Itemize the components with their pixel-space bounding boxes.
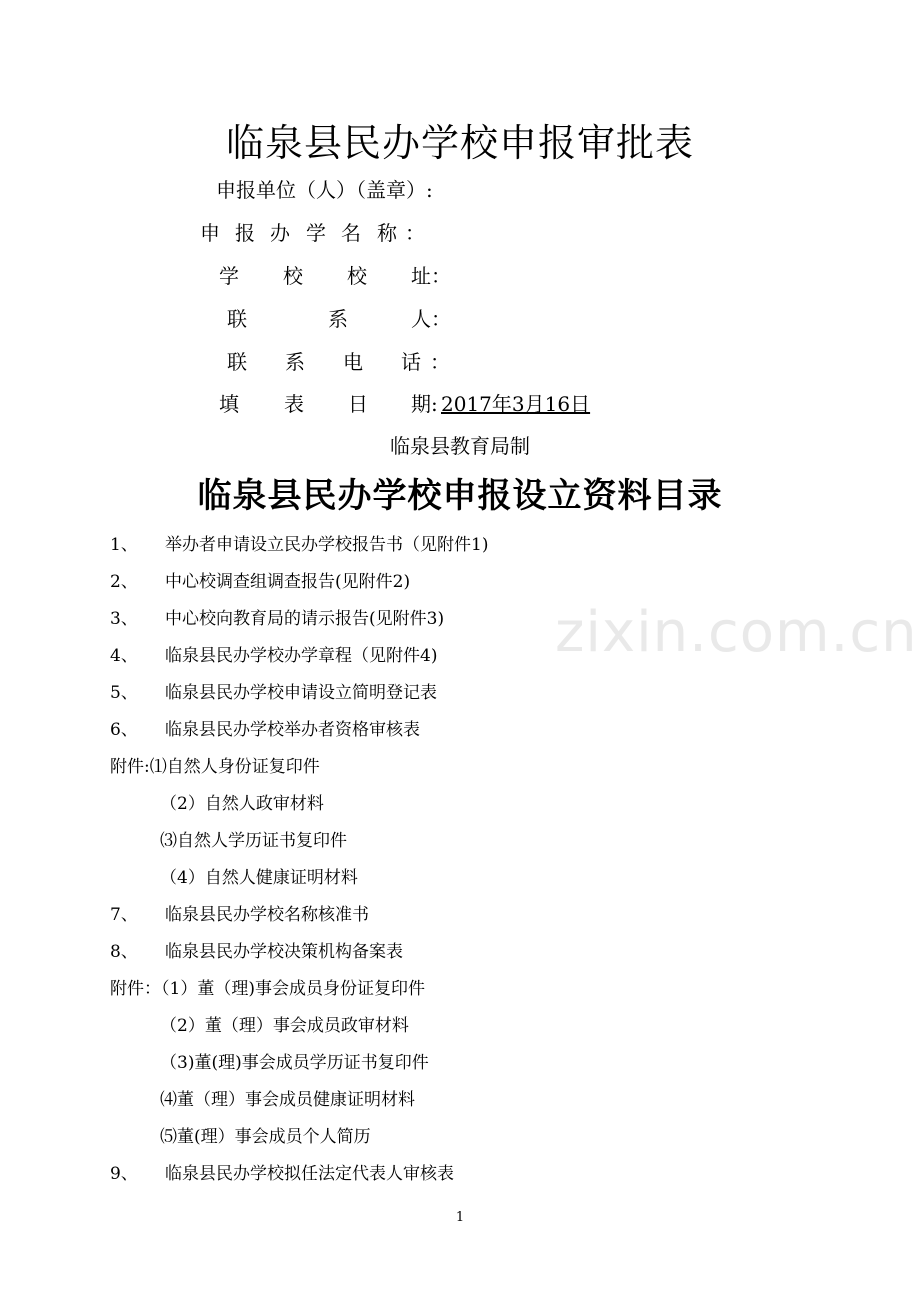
field-contact-person (0, 303, 920, 331)
form-title: 临泉县民办学校申报审批表 (225, 121, 694, 165)
field-char: 校 (283, 264, 303, 288)
field-applicant-unit: 申报单位（人）（盖章）: (216, 178, 433, 202)
field-char: 话 (401, 350, 421, 374)
field-char: 系 (285, 350, 305, 374)
list-item: 举办者申请设立民办学校报告书（见附件1) (165, 535, 489, 555)
attachment-item: ⑶自然人学历证书复印件 (160, 831, 347, 851)
field-char: 报 (235, 221, 255, 245)
list-item-number: 2、 (110, 572, 138, 592)
watermark: zixin.com.cn (555, 600, 918, 665)
attachment-item: ⑷董（理）事会成员健康证明材料 (160, 1090, 415, 1110)
list-item: 临泉县民办学校办学章程（见附件4) (165, 646, 438, 666)
list-item-number: 3、 (110, 609, 138, 629)
issuer: 临泉县教育局制 (390, 434, 530, 458)
list-item: 中心校调查组调查报告(见附件2) (165, 572, 411, 592)
list-item: 临泉县民办学校名称核准书 (165, 905, 369, 925)
field-char: 表 (284, 392, 304, 416)
catalog-title: 临泉县民办学校申报设立资料目录 (197, 476, 723, 516)
list-item-number: 5、 (110, 683, 138, 703)
list-item-number: 1、 (110, 535, 138, 555)
field-char: 人： (411, 307, 451, 331)
list-item: 临泉县民办学校拟任法定代表人审核表 (165, 1164, 454, 1184)
field-char: 名 (341, 221, 361, 245)
field-school-name (0, 217, 920, 245)
field-fill-date (0, 388, 920, 416)
attachment-item: 附件:⑴自然人身份证复印件 (110, 757, 320, 777)
field-char: 址： (411, 264, 451, 288)
page-number: 1 (455, 1210, 465, 1225)
list-item-number: 9、 (110, 1164, 138, 1184)
field-char: 填 (219, 392, 239, 416)
list-item: 临泉县民办学校申请设立简明登记表 (165, 683, 437, 703)
attachment-item: ⑸董(理）事会成员个人简历 (160, 1127, 371, 1147)
field-char: ： (430, 350, 450, 374)
list-item-number: 6、 (110, 720, 138, 740)
list-item: 临泉县民办学校决策机构备案表 (165, 942, 403, 962)
field-char: 日 (348, 392, 368, 416)
attachment-item: （2）董（理）事会成员政审材料 (160, 1016, 409, 1036)
field-char: 电 (343, 350, 363, 374)
field-char: 联 (227, 307, 247, 331)
list-item-number: 4、 (110, 646, 138, 666)
attachment-item: （3)董(理)事会成员学历证书复印件 (160, 1053, 429, 1073)
attachment-item: 附件：（1）董（理)事会成员身份证复印件 (110, 979, 425, 999)
list-item-number: 7、 (110, 905, 138, 925)
field-char: 期: (411, 392, 438, 416)
field-char: 申 (200, 221, 220, 245)
field-char: 学 (306, 221, 326, 245)
attachment-item: （4）自然人健康证明材料 (160, 868, 358, 888)
field-char: ： (405, 221, 425, 245)
attachment-item: （2）自然人政审材料 (160, 794, 324, 814)
field-char: 联 (227, 350, 247, 374)
field-char: 校 (347, 264, 367, 288)
field-char: 学 (219, 264, 239, 288)
list-item: 临泉县民办学校举办者资格审核表 (165, 720, 420, 740)
field-char: 办 (270, 221, 290, 245)
field-contact-phone (0, 346, 920, 374)
list-item-number: 8、 (110, 942, 138, 962)
field-school-address (0, 260, 920, 288)
field-char: 系 (328, 307, 348, 331)
list-item: 中心校向教育局的请示报告(见附件3) (165, 609, 445, 629)
field-char: 称 (377, 221, 397, 245)
date-value: 2017年3月16日 (441, 392, 591, 416)
